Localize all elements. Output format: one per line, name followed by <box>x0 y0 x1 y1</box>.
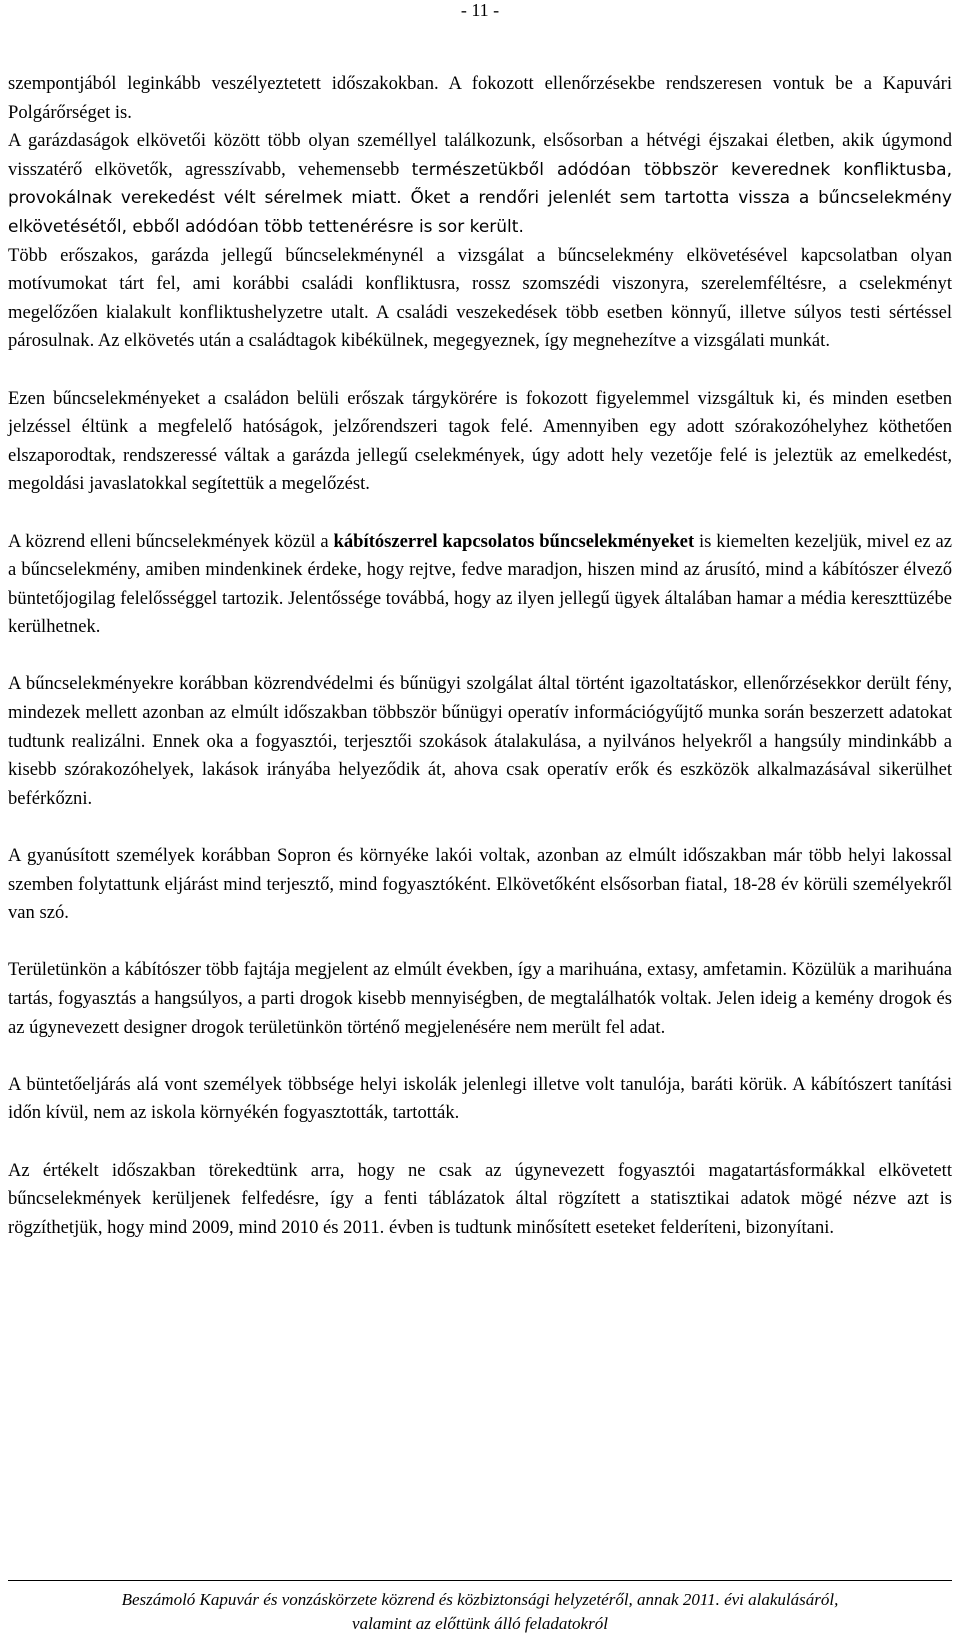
paragraph-2-part-1: A garázdaságok elkövetői között több olyan személlyel találkozunk, elsősorban a hétvégi éjszakai életben, akik úgymond visszatérő elkövetők, agresszívabb, vehemensebb <box>8 130 952 180</box>
footer-line-1: Beszámoló Kapuvár és vonzáskörzete közrend és közbiztonsági helyzetéről, annak 2011. évi alakulásáról, <box>121 1590 839 1609</box>
paragraph-7: A gyanúsított személyek korábban Sopron és környéke lakói voltak, azonban az elmúlt időszakban már több helyi lakossal szemben folytattunk eljárást mind terjesztő, mind fogyasztóként. Elkövetőként elsősorban fiatal, 18-28 év körüli személyekről van szó. <box>8 845 952 924</box>
paragraph-3: Több erőszakos, garázda jellegű bűncselekménynél a vizsgálat a bűncselekmény elkövetésével kapcsolatban olyan motívumokat tárt fel, ami korábbi családi konfliktusra, rossz szomszédi viszonyra, szerelemféltésre, a cselekményt megelőzően kialakult konfliktushelyzetre utalt. A családi veszekedések több esetben könnyű, illetve súlyos testi sértéssel párosulnak. Az elkövetés után a családtagok kibékülnek, megegyeznek, így megnehezítve a vizsgálati munkát. <box>8 244 952 352</box>
paragraph-4: Ezen bűncselekményeket a családon belüli erőszak tárgykörére is fokozott figyelemmel vizsgáltuk ki, és minden esetben jelzéssel éltünk a megfelelő hatóságok, jelzőrendszeri tagok felé. Amennyiben egy adott szórakozóhelyhez köthetően elszaporodtak, rendszeressé váltak a garázda jellegű cselekmények, úgy adott hely vezetője felé is jeleztük az emelkedést, megoldási javaslatokkal segítettük a megelőzést. <box>8 387 952 495</box>
paragraph-8: Területünkön a kábítószer több fajtája megjelent az elmúlt években, így a marihuána, extasy, amfetamin. Közülük a marihuána tartás, fogyasztás a hangsúlyos, a parti drogok kisebb mennyiségben, de megtalálhatók voltak. Jelen ideig a kemény drogok és az úgynevezett designer drogok területünkön történő megjelenésére nem merült fel adat. <box>8 959 952 1038</box>
paragraph-5-rest: is kiemelten kezeljük, mivel ez az a bűncselekmény, amiben mindenkinek érdeke, hogy rejtve, fedve maradjon, hiszen mind az árusító, mind a kábítószer élvező büntetőjogilag felelősséggel tartozik. Jelentőssége továbbá, hogy az ilyen jellegű ügyek általában hamar a média kereszttüzébe kerülhetnek. <box>8 530 953 638</box>
paragraph-1: szempontjából leginkább veszélyeztetett időszakokban. A fokozott ellenőrzésekbe rendszeresen vontuk be a Kapuvári Polgárőrséget is. <box>8 73 952 123</box>
document-body <box>8 70 952 1242</box>
paragraph-2-part-2: természetükből adódóan többször keverednek konfliktusba, provokálnak verekedést vélt sérelmek miatt. Őket a rendőri jelenlét sem tartotta vissza a bűncselekmény elkövetésétől, ebből adódóan több tettenérésre is sor került. <box>8 159 952 237</box>
paragraph-10: Az értékelt időszakban törekedtünk arra, hogy ne csak az úgynevezett fogyasztói magatartásformákkal elkövetett bűncselekmények kerüljenek felfedésre, így a fenti táblázatok által rögzített a statisztikai adatok mögé nézve azt is rögzíthetjük, hogy mind 2009, mind 2010 és 2011. évben is tudtunk minősített eseteket felderíteni, bizonyítani. <box>8 1159 952 1238</box>
page-footer <box>8 1588 952 1636</box>
paragraph-5-emphasis: kábítószerrel kapcsolatos bűncselekményeket <box>333 530 695 552</box>
footer-line-2: valamint az előttünk álló feladatokról <box>352 1614 608 1633</box>
paragraph-2 <box>8 127 952 241</box>
footer-divider <box>8 1580 952 1581</box>
paragraph-5 <box>8 528 952 642</box>
paragraph-6: A bűncselekményekre korábban közrendvédelmi és bűnügyi szolgálat által történt igazoltatáskor, ellenőrzésekkor derült fény, mindezek mellett azonban az elmúlt időszakban többször bűnügyi operatív információgyűjtő munka során beszerzett adatokat tudtunk realizálni. Ennek oka a fogyasztói, terjesztői szokások átalakulása, a nyilvános helyekről a hangsúly mindinkább a kisebb szórakozóhelyek, lakások irányába helyeződik át, ahova csak operatív erők és eszközök alkalmazásával sikerülhet beférkőzni. <box>8 673 952 809</box>
paragraph-9: A büntetőeljárás alá vont személyek többsége helyi iskolák jelenlegi illetve volt tanulója, baráti körük. A kábítószert tanítási időn kívül, nem az iskola környékén fogyasztották, tartották. <box>8 1073 952 1124</box>
paragraph-5-intro: A közrend elleni bűncselekmények közül a <box>8 530 334 552</box>
page-number: - 11 - <box>460 0 500 20</box>
